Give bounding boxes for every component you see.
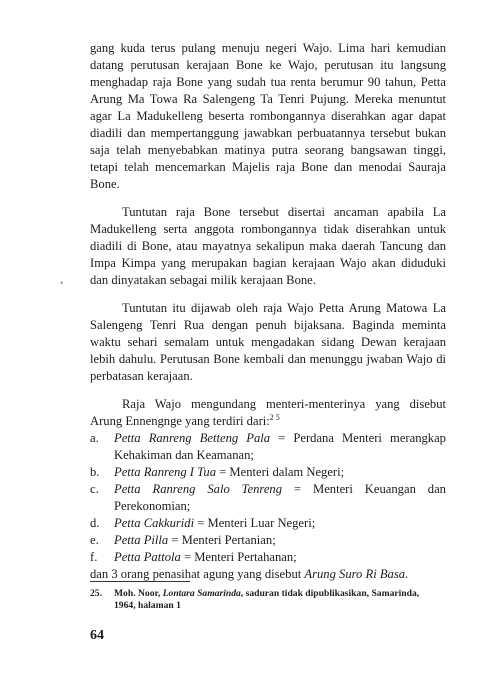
closing-text: dan 3 orang penasihat agung yang disebut (90, 567, 305, 581)
list-marker: c. (90, 482, 99, 496)
list-meaning: = Menteri Pertahanan; (180, 550, 297, 564)
footnote-rest: , saduran tidak dipublikasikan, Samarinda, (240, 588, 420, 599)
list-item (90, 532, 446, 549)
page-body (90, 40, 446, 583)
footnote-line2: 1964, halaman 1 (114, 600, 181, 611)
list-title: Petta Pattola (114, 550, 181, 564)
footnote-author: Moh. Noor, (114, 588, 163, 599)
footnote-title: Lontara Samarinda (162, 588, 241, 599)
list-marker: d. (90, 516, 100, 530)
list-meaning: = Perdana Menteri merangkap Kehakiman dan Keamanan; (114, 431, 446, 462)
list-meaning: = Menteri dalam Negeri; (216, 465, 345, 479)
list-item (90, 464, 446, 481)
footnote-number: 25. (90, 588, 102, 599)
list-meaning: = Menteri Keuangan dan Perekonomian; (114, 482, 446, 513)
list-marker: b. (90, 465, 100, 479)
page-number: 64 (90, 628, 104, 643)
paragraph-1: gang kuda terus pulang menuju negeri Wajo. Lima hari kemudian datang perutusan kerajaan Bone ke Wajo, perutusan itu langsung menghadap raja Bone yang sudah tua renta berumur 90 tahun, Petta Arung Ma Towa Ra Salengeng Ta Tenri Pujung. Mereka menuntut agar La Madukelleng beserta rombongannya diserahkan agar dapat diadili dan mempertanggung jawabkan perbuatannya tersebut bukan saja telah menyebabkan matinya putra seorang bangsawan tinggi, tetapi telah mencemarkan Majelis raja Bone dan menodai Sauraja Bone. (90, 41, 446, 191)
paragraph-2: Tuntutan raja Bone tersebut disertai ancaman apabila La Madukelleng serta anggota rombongannya tidak diserahkan untuk diadili di Bone, atau mayatnya sekalipun maka daerah Tancung dan Impa Kimpa yang merupakan bagian kerajaan Wajo akan diduduki dan dinyatakan sebagai milik kerajaan Bone. (90, 205, 446, 287)
list-meaning: = Menteri Luar Negeri; (194, 516, 316, 530)
closing-end: . (405, 567, 409, 581)
list-item (90, 515, 446, 532)
list-marker: e. (90, 533, 99, 547)
list-item (90, 549, 446, 566)
paragraph-4-text: Raja Wajo mengundang menteri-menterinya yang disebut Arung Ennengnge yang terdiri dari: (90, 397, 446, 428)
list-item (90, 430, 446, 464)
list-title: Petta Ranreng Betteng Pala (114, 431, 271, 445)
minister-list (90, 430, 446, 566)
footnote (90, 588, 446, 612)
list-title: Petta Ranreng Salo Tenreng (114, 482, 283, 496)
list-title: Petta Cakkuridi (114, 516, 195, 530)
list-title: Petta Ranreng I Tua (114, 465, 217, 479)
paragraph-4 (90, 396, 446, 430)
closing-italic: Arung Suro Ri Basa (304, 567, 406, 581)
list-title: Petta Pilla (114, 533, 169, 547)
footnote-divider (90, 581, 190, 582)
list-item (90, 481, 446, 515)
list-meaning: = Menteri Pertanian; (168, 533, 276, 547)
paragraph-3: Tuntutan itu dijawab oleh raja Wajo Petta Arung Matowa La Salengeng Tenri Rua dengan penuh bijaksana. Baginda meminta waktu sehari semalam untuk mengadakan sidang Dewan kerajaan lebih dahulu. Perutusan Bone kembali dan menunggu jwaban Wajo di perbatasan kerajaan. (90, 301, 446, 383)
list-marker: a. (90, 431, 99, 445)
list-marker: f. (90, 550, 98, 564)
footnote-ref: 2 5 (269, 412, 280, 422)
print-speck: • (60, 278, 64, 288)
